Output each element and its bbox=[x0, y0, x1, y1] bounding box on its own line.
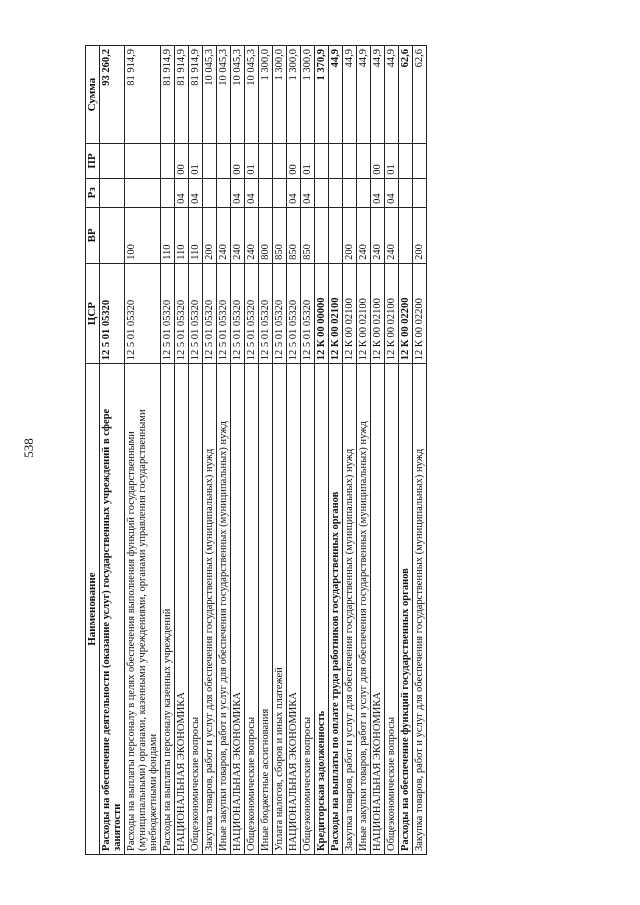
cell-pr bbox=[273, 144, 287, 179]
cell-pr bbox=[343, 144, 357, 179]
table-row bbox=[301, 46, 315, 855]
cell-sum: 44,9 bbox=[329, 46, 343, 144]
cell-rz: 04 bbox=[189, 178, 203, 207]
cell-rz bbox=[329, 178, 343, 207]
cell-name: НАЦИОНАЛЬНАЯ ЭКОНОМИКА bbox=[371, 364, 385, 855]
cell-pr bbox=[259, 144, 273, 179]
cell-vr: 240 bbox=[371, 207, 385, 263]
table-row bbox=[231, 46, 245, 855]
cell-rz bbox=[100, 178, 125, 207]
table-row bbox=[399, 46, 413, 855]
cell-name: Закупка товаров, работ и услуг для обеспечения государственных (муниципальных) нужд bbox=[413, 364, 427, 855]
header-csr: ЦСР bbox=[86, 263, 100, 363]
cell-sum: 93 260,2 bbox=[100, 46, 125, 144]
cell-csr: 12 К 00 02100 bbox=[385, 263, 399, 363]
cell-csr: 12 5 01 05320 bbox=[161, 263, 175, 363]
table-row bbox=[357, 46, 371, 855]
cell-vr: 240 bbox=[357, 207, 371, 263]
cell-vr: 240 bbox=[231, 207, 245, 263]
cell-rz bbox=[399, 178, 413, 207]
cell-sum: 1 300,0 bbox=[301, 46, 315, 144]
cell-rz: 04 bbox=[371, 178, 385, 207]
cell-sum: 44,9 bbox=[357, 46, 371, 144]
cell-csr: 12 5 01 05320 bbox=[259, 263, 273, 363]
cell-rz bbox=[161, 178, 175, 207]
cell-vr bbox=[100, 207, 125, 263]
cell-vr: 240 bbox=[245, 207, 259, 263]
cell-pr bbox=[413, 144, 427, 179]
cell-sum: 44,9 bbox=[371, 46, 385, 144]
cell-csr: 12 5 01 05320 bbox=[273, 263, 287, 363]
cell-sum: 44,9 bbox=[343, 46, 357, 144]
cell-rz bbox=[259, 178, 273, 207]
cell-sum: 10 045,3 bbox=[203, 46, 217, 144]
cell-vr: 200 bbox=[203, 207, 217, 263]
table-row bbox=[315, 46, 329, 855]
cell-name: Общеэкономические вопросы bbox=[385, 364, 399, 855]
table-row bbox=[385, 46, 399, 855]
cell-sum: 81 914,9 bbox=[189, 46, 203, 144]
cell-vr: 850 bbox=[287, 207, 301, 263]
cell-vr: 110 bbox=[161, 207, 175, 263]
cell-name: Иные закупки товаров, работ и услуг для обеспечения государственных (муниципальных) нужд bbox=[357, 364, 371, 855]
cell-name: Уплата налогов, сборов и иных платежей bbox=[273, 364, 287, 855]
cell-csr: 12 К 00 02100 bbox=[343, 263, 357, 363]
cell-csr: 12 К 00 02100 bbox=[357, 263, 371, 363]
cell-csr: 12 К 00 02100 bbox=[371, 263, 385, 363]
cell-name: Закупка товаров, работ и услуг для обеспечения государственных (муниципальных) нужд bbox=[203, 364, 217, 855]
table-row bbox=[245, 46, 259, 855]
cell-rz: 04 bbox=[175, 178, 189, 207]
budget-table bbox=[85, 45, 427, 855]
cell-name: Расходы на обеспечение деятельности (оказание услуг) государственных учреждений в сфере занятости bbox=[100, 364, 125, 855]
cell-rz bbox=[273, 178, 287, 207]
cell-sum: 1 370,9 bbox=[315, 46, 329, 144]
cell-name: Закупка товаров, работ и услуг для обеспечения государственных (муниципальных) нужд bbox=[343, 364, 357, 855]
cell-name: НАЦИОНАЛЬНАЯ ЭКОНОМИКА bbox=[175, 364, 189, 855]
cell-name: Общеэкономические вопросы bbox=[301, 364, 315, 855]
cell-vr: 240 bbox=[217, 207, 231, 263]
cell-vr: 110 bbox=[175, 207, 189, 263]
cell-rz: 04 bbox=[301, 178, 315, 207]
cell-vr: 110 bbox=[189, 207, 203, 263]
table-row bbox=[273, 46, 287, 855]
cell-rz bbox=[357, 178, 371, 207]
table-row bbox=[329, 46, 343, 855]
cell-rz: 04 bbox=[385, 178, 399, 207]
cell-pr: 00 bbox=[371, 144, 385, 179]
cell-csr: 12 5 01 05320 bbox=[231, 263, 245, 363]
cell-rz bbox=[413, 178, 427, 207]
table-row bbox=[217, 46, 231, 855]
cell-vr: 850 bbox=[301, 207, 315, 263]
cell-rz: 04 bbox=[287, 178, 301, 207]
cell-pr bbox=[329, 144, 343, 179]
table-header-row bbox=[86, 46, 100, 855]
table-body bbox=[100, 46, 427, 855]
header-pr: ПР bbox=[86, 144, 100, 179]
cell-name: Общеэкономические вопросы bbox=[189, 364, 203, 855]
cell-name: Расходы на выплаты персоналу казенных учреждений bbox=[161, 364, 175, 855]
cell-sum: 62,6 bbox=[399, 46, 413, 144]
header-rz: Рз bbox=[86, 178, 100, 207]
cell-rz bbox=[217, 178, 231, 207]
cell-sum: 44,9 bbox=[385, 46, 399, 144]
cell-vr: 100 bbox=[125, 207, 161, 263]
cell-csr: 12 5 01 05320 bbox=[125, 263, 161, 363]
cell-rz: 04 bbox=[231, 178, 245, 207]
table-row bbox=[343, 46, 357, 855]
cell-vr bbox=[399, 207, 413, 263]
cell-vr: 240 bbox=[385, 207, 399, 263]
cell-vr bbox=[329, 207, 343, 263]
cell-pr: 01 bbox=[301, 144, 315, 179]
cell-vr: 800 bbox=[259, 207, 273, 263]
cell-csr: 12 5 01 05320 bbox=[217, 263, 231, 363]
cell-rz bbox=[125, 178, 161, 207]
cell-sum: 81 914,9 bbox=[125, 46, 161, 144]
cell-rz bbox=[343, 178, 357, 207]
cell-rz bbox=[203, 178, 217, 207]
cell-vr: 850 bbox=[273, 207, 287, 263]
table-row bbox=[287, 46, 301, 855]
cell-pr bbox=[203, 144, 217, 179]
cell-name: Расходы на выплаты по оплате труда работников государственных органов bbox=[329, 364, 343, 855]
cell-pr bbox=[161, 144, 175, 179]
cell-csr: 12 К 00 02200 bbox=[399, 263, 413, 363]
cell-pr: 01 bbox=[245, 144, 259, 179]
table-row bbox=[125, 46, 161, 855]
cell-sum: 81 914,9 bbox=[175, 46, 189, 144]
cell-pr bbox=[399, 144, 413, 179]
cell-vr: 200 bbox=[413, 207, 427, 263]
cell-pr: 01 bbox=[189, 144, 203, 179]
rotated-table-container bbox=[85, 45, 555, 855]
table-row bbox=[189, 46, 203, 855]
cell-csr: 12 5 01 05320 bbox=[175, 263, 189, 363]
header-sum: Сумма bbox=[86, 46, 100, 144]
cell-name: Кредиторская задолженность bbox=[315, 364, 329, 855]
cell-csr: 12 5 01 05320 bbox=[189, 263, 203, 363]
page-number: 538 bbox=[21, 438, 36, 458]
cell-pr: 00 bbox=[175, 144, 189, 179]
cell-sum: 62,6 bbox=[413, 46, 427, 144]
cell-csr: 12 5 01 05320 bbox=[203, 263, 217, 363]
table-row bbox=[100, 46, 125, 855]
cell-name: Расходы на обеспечение функций государственных органов bbox=[399, 364, 413, 855]
cell-sum: 10 045,3 bbox=[245, 46, 259, 144]
cell-pr bbox=[217, 144, 231, 179]
table-row bbox=[175, 46, 189, 855]
header-vr: ВР bbox=[86, 207, 100, 263]
cell-pr bbox=[125, 144, 161, 179]
table-row bbox=[203, 46, 217, 855]
cell-name: Иные закупки товаров, работ и услуг для обеспечения государственных (муниципальных) нужд bbox=[217, 364, 231, 855]
cell-csr: 12 К 00 02200 bbox=[413, 263, 427, 363]
header-name: Наименование bbox=[86, 364, 100, 855]
cell-name: Иные бюджетные ассигнования bbox=[259, 364, 273, 855]
cell-csr: 12 5 01 05320 bbox=[100, 263, 125, 363]
cell-vr: 200 bbox=[343, 207, 357, 263]
table-row bbox=[371, 46, 385, 855]
cell-pr: 01 bbox=[385, 144, 399, 179]
cell-sum: 1 300,0 bbox=[259, 46, 273, 144]
table-row bbox=[413, 46, 427, 855]
cell-vr bbox=[315, 207, 329, 263]
cell-pr bbox=[315, 144, 329, 179]
cell-csr: 12 5 01 05320 bbox=[287, 263, 301, 363]
cell-pr: 00 bbox=[287, 144, 301, 179]
cell-sum: 10 045,3 bbox=[217, 46, 231, 144]
cell-rz: 04 bbox=[245, 178, 259, 207]
cell-name: НАЦИОНАЛЬНАЯ ЭКОНОМИКА bbox=[231, 364, 245, 855]
table-row bbox=[259, 46, 273, 855]
cell-name: Общеэкономические вопросы bbox=[245, 364, 259, 855]
cell-pr: 00 bbox=[231, 144, 245, 179]
cell-csr: 12 5 01 05320 bbox=[301, 263, 315, 363]
cell-pr bbox=[100, 144, 125, 179]
cell-sum: 81 914,9 bbox=[161, 46, 175, 144]
cell-sum: 1 300,0 bbox=[273, 46, 287, 144]
cell-name: Расходы на выплаты персоналу в целях обеспечения выполнения функций государственными (муниципальными) органами, казенными учреждениями, органами управления государственными внебюджетными фондами bbox=[125, 364, 161, 855]
cell-name: НАЦИОНАЛЬНАЯ ЭКОНОМИКА bbox=[287, 364, 301, 855]
cell-csr: 12 К 00 00000 bbox=[315, 263, 329, 363]
cell-sum: 1 300,0 bbox=[287, 46, 301, 144]
cell-csr: 12 К 00 02100 bbox=[329, 263, 343, 363]
cell-sum: 10 045,3 bbox=[231, 46, 245, 144]
cell-pr bbox=[357, 144, 371, 179]
cell-csr: 12 5 01 05320 bbox=[245, 263, 259, 363]
cell-rz bbox=[315, 178, 329, 207]
table-row bbox=[161, 46, 175, 855]
